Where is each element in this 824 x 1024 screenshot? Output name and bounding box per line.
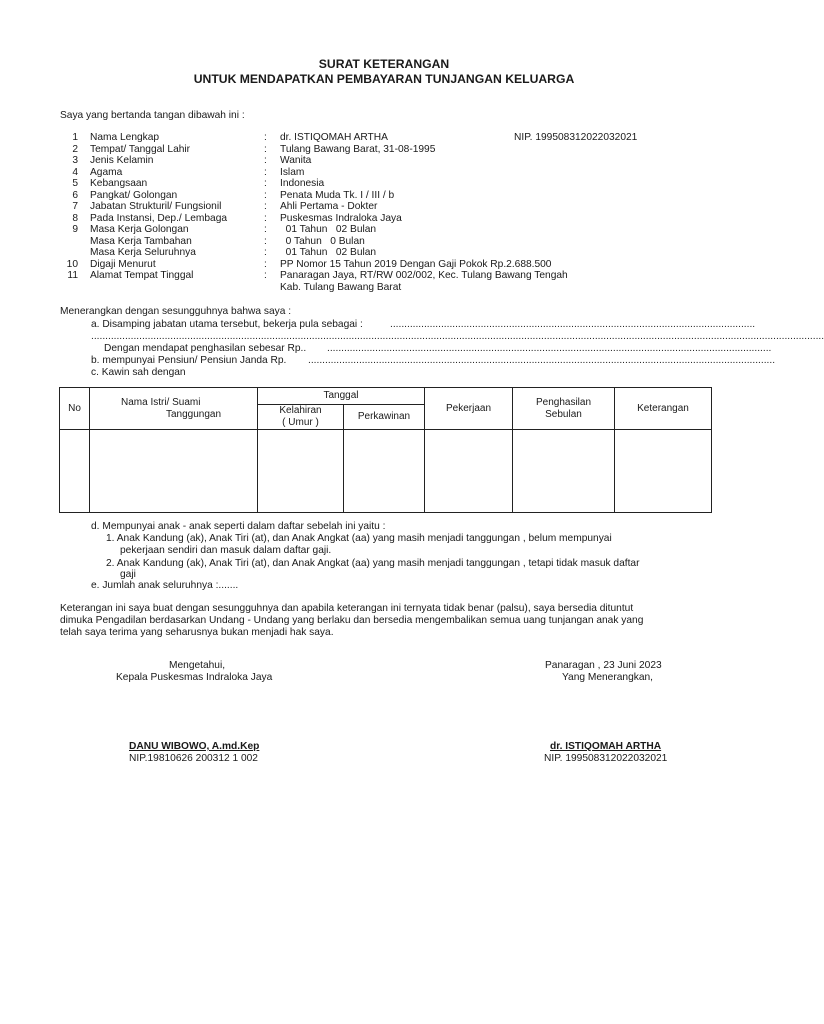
field-colon: : [264, 155, 267, 166]
sign-left-line2: Kepala Puskesmas Indraloka Jaya [116, 672, 273, 683]
field-label: Alamat Tempat Tinggal [90, 270, 194, 281]
field-label: Digaji Menurut [90, 258, 156, 270]
declaration-text: Menerangkan dengan sesungguhnya bahwa saya : [60, 306, 292, 317]
field-colon: : [264, 201, 267, 212]
blank-line-dots: ................................................................................................................................................................................................................................................................... [91, 331, 824, 342]
field-label: Masa Kerja Tambahan [90, 235, 192, 247]
field-row [0, 270, 768, 282]
field-label: Masa Kerja Seluruhnya [90, 247, 196, 258]
field-colon: : [264, 235, 267, 247]
field-value: 0 Tahun 0 Bulan [280, 235, 365, 247]
table-cell [60, 430, 90, 513]
field-row [0, 259, 768, 271]
field-colon: : [264, 212, 267, 224]
field-label: Masa Kerja Golongan [90, 224, 189, 235]
header-pekerjaan: Pekerjaan [425, 388, 513, 430]
field-row [0, 144, 768, 156]
document-title: SURAT KETERANGAN [318, 57, 450, 71]
field-colon: : [264, 270, 267, 281]
field-row [0, 224, 768, 236]
field-value: Islam [280, 166, 305, 178]
table-row [60, 430, 712, 513]
field-colon: : [264, 166, 267, 178]
field-colon: : [264, 247, 267, 258]
item-b-dots: ..................................................................................................................................................................... [308, 355, 776, 366]
field-number: 7 [72, 201, 78, 212]
header-name: Nama Istri/ Suami Tanggungan [90, 388, 258, 430]
field-row [0, 282, 768, 294]
sub2-line1: 2. Anak Kandung (ak), Anak Tiri (at), dan Anak Angkat (aa) yang masih menjadi tanggungan , tetapi tidak masuk daftar [106, 558, 640, 569]
field-value: Puskesmas Indraloka Jaya [280, 212, 402, 224]
header-penghasilan: Penghasilan Sebulan [513, 388, 615, 430]
field-label: Jabatan Strukturil/ Fungsionil [90, 201, 222, 212]
sign-left-line1: Mengetahui, [169, 660, 226, 671]
field-value: Indonesia [280, 178, 325, 189]
header-keterangan: Keterangan [615, 388, 712, 430]
field-number: 10 [66, 258, 78, 270]
field-number: 3 [72, 155, 78, 166]
table-cell [344, 430, 425, 513]
table-cell [425, 430, 513, 513]
spouse-table [59, 387, 712, 513]
field-value: 01 Tahun 02 Bulan [280, 224, 377, 235]
sub2-line2: gaji [120, 569, 136, 580]
sign-right-name: dr. ISTIQOMAH ARTHA [550, 741, 662, 752]
field-colon: : [264, 143, 267, 155]
table-cell [90, 430, 258, 513]
closing-line1: Keterangan ini saya buat dengan sesungguhnya dan apabila keterangan ini ternyata tidak benar (palsu), saya bersedia dituntut [60, 603, 634, 614]
field-label: Pada Instansi, Dep./ Lembaga [90, 212, 228, 224]
field-value: PP Nomor 15 Tahun 2019 Dengan Gaji Pokok Rp.2.688.500 [280, 258, 552, 270]
field-label: Tempat/ Tanggal Lahir [90, 143, 191, 155]
sub1-line1: 1. Anak Kandung (ak), Anak Tiri (at), dan Anak Angkat (aa) yang masih menjadi tanggungan , belum mempunyai [106, 533, 612, 544]
table-cell [513, 430, 615, 513]
table-cell [258, 430, 344, 513]
field-value: Ahli Pertama - Dokter [280, 201, 378, 212]
field-colon: : [264, 258, 267, 270]
field-value: 01 Tahun 02 Bulan [280, 247, 377, 258]
item-d-text: d. Mempunyai anak - anak seperti dalam daftar sebelah ini yaitu : [91, 521, 386, 532]
item-e-text: e. Jumlah anak seluruhnya :....... [91, 580, 239, 591]
sign-right-place-date: Panaragan , 23 Juni 2023 [545, 660, 662, 671]
field-label: Agama [90, 166, 123, 178]
header-no: No [60, 388, 90, 430]
field-row [0, 247, 768, 259]
closing-line3: telah saya terima yang seharusnya bukan menjadi hak saya. [60, 627, 334, 638]
field-nip: NIP. 199508312022032021 [514, 132, 638, 143]
item-a-text: a. Disamping jabatan utama tersebut, bekerja pula sebagai : [91, 319, 363, 330]
field-label: Kebangsaan [90, 178, 148, 189]
sub1-line2: pekerjaan sendiri dan masuk dalam daftar gaji. [120, 545, 332, 556]
field-label: Pangkat/ Golongan [90, 189, 178, 201]
item-b-text: b. mempunyai Pensiun/ Pensiun Janda Rp. [91, 355, 287, 366]
field-row [0, 178, 768, 190]
field-number: 2 [72, 143, 78, 155]
document-subtitle: UNTUK MENDAPATKAN PEMBAYARAN TUNJANGAN KELUARGA [193, 72, 575, 86]
intro-text: Saya yang bertanda tangan dibawah ini : [60, 110, 245, 121]
field-row [0, 167, 768, 179]
field-row [0, 236, 768, 248]
field-value: Wanita [280, 155, 312, 166]
field-value: dr. ISTIQOMAH ARTHA [280, 132, 388, 143]
field-number: 1 [72, 132, 78, 143]
field-number: 9 [72, 224, 78, 235]
field-row [0, 155, 768, 167]
field-value: Penata Muda Tk. I / III / b [280, 189, 395, 201]
sign-right-nip: NIP. 199508312022032021 [544, 753, 668, 764]
field-label: Nama Lengkap [90, 132, 160, 143]
sign-left-nip: NIP.19810626 200312 1 002 [129, 753, 258, 764]
sign-left-name: DANU WIBOWO, A.md.Kep [129, 741, 260, 752]
field-row [0, 213, 768, 225]
sign-right-line2: Yang Menerangkan, [562, 672, 653, 683]
field-row [0, 190, 768, 202]
header-kelahiran: Kelahiran ( Umur ) [258, 405, 344, 430]
table-cell [615, 430, 712, 513]
field-row [0, 201, 768, 213]
field-row [0, 132, 768, 144]
field-colon: : [264, 132, 267, 143]
item-a-income-text: Dengan mendapat penghasilan sebesar Rp.. [104, 343, 307, 354]
header-tanggal: Tanggal [258, 388, 425, 405]
item-a-income-dots: ............................................................................................................................................................. [327, 343, 772, 354]
item-a-dots: ................................................................................................................................. [390, 319, 756, 330]
header-perkawinan: Perkawinan [344, 405, 425, 430]
field-colon: : [264, 189, 267, 201]
field-label: Jenis Kelamin [90, 155, 154, 166]
item-c-text: c. Kawin sah dengan [91, 367, 186, 378]
field-number: 8 [72, 212, 78, 224]
field-colon: : [264, 178, 267, 189]
field-number: 6 [72, 189, 78, 201]
field-colon: : [264, 224, 267, 235]
field-number: 5 [72, 178, 78, 189]
field-value: Kab. Tulang Bawang Barat [280, 281, 402, 293]
closing-line2: dimuka Pengadilan berdasarkan Undang - Undang yang berlaku dan bersedia mengembalikan semua uang tunjangan anak yang [60, 615, 644, 626]
field-value: Tulang Bawang Barat, 31-08-1995 [280, 143, 436, 155]
field-number: 11 [67, 270, 78, 281]
field-value: Panaragan Jaya, RT/RW 002/002, Kec. Tulang Bawang Tengah [280, 270, 568, 281]
field-number: 4 [72, 166, 78, 178]
